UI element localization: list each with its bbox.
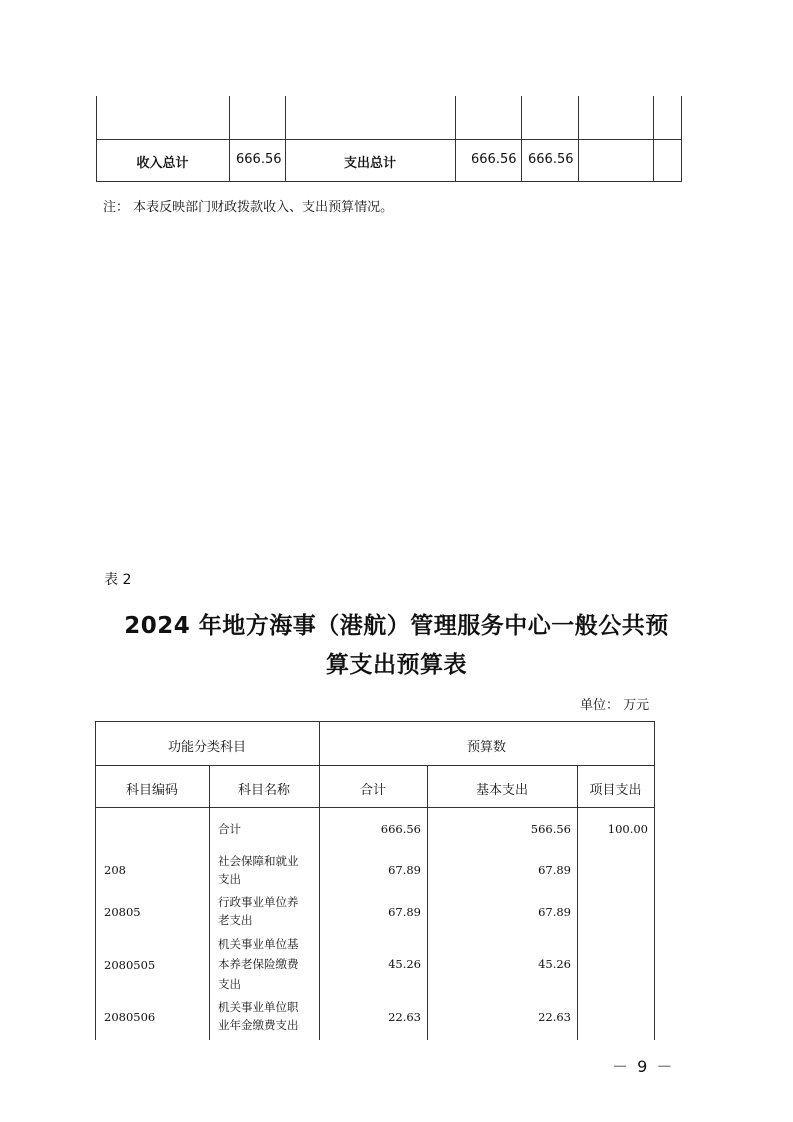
row-basic: 22.63 [538, 1010, 571, 1024]
row-name: 支出 [218, 872, 241, 886]
header-project-expenditure: 项目支出 [589, 783, 642, 798]
row-project: 100.00 [607, 822, 648, 836]
row-name: 合计 [218, 822, 241, 836]
header-function-classification: 功能分类科目 [167, 740, 246, 755]
table-note: 注： 本表反映部门财政拨款收入、支出预算情况。 [103, 200, 394, 215]
header-total: 合计 [359, 783, 386, 798]
page-number: － 9 － [612, 1057, 675, 1076]
header-basic-expenditure: 基本支出 [475, 783, 528, 798]
unit-label: 单位： 万元 [580, 698, 650, 713]
header-budget-amount: 预算数 [466, 740, 506, 755]
row-total: 45.26 [388, 957, 421, 971]
row-name: 社会保障和就业 [218, 854, 299, 868]
income-total-value: 666.56 [236, 152, 282, 167]
page-title: 2024 年地方海事（港航）管理服务中心一般公共预 [124, 613, 669, 639]
row-total: 67.89 [388, 905, 421, 919]
row-name: 行政事业单位养 [218, 895, 299, 909]
row-code: 20805 [104, 905, 141, 919]
income-total-label: 收入总计 [136, 156, 189, 171]
row-name: 本养老保险缴费 [218, 957, 299, 971]
row-total: 67.89 [388, 863, 421, 877]
row-code: 2080506 [104, 1010, 156, 1024]
row-total: 22.63 [388, 1010, 421, 1024]
expense-basic-total-value: 666.56 [528, 152, 574, 167]
row-code: 2080505 [104, 958, 156, 972]
expense-total-label: 支出总计 [343, 156, 396, 171]
page-title-continued: 算支出预算表 [326, 652, 467, 678]
header-subject-code: 科目编码 [125, 783, 178, 798]
row-total: 666.56 [380, 822, 421, 836]
row-name: 机关事业单位基 [218, 937, 299, 951]
row-name: 业年金缴费支出 [218, 1018, 299, 1032]
table-caption: 表 2 [104, 572, 132, 588]
row-basic: 67.89 [538, 863, 571, 877]
row-code: 208 [104, 863, 126, 877]
row-basic: 67.89 [538, 905, 571, 919]
row-name: 机关事业单位职 [218, 1000, 299, 1014]
row-name: 老支出 [218, 913, 253, 927]
row-basic: 566.56 [530, 822, 571, 836]
expense-total-value: 666.56 [471, 152, 517, 167]
row-name: 支出 [218, 977, 241, 991]
row-basic: 45.26 [538, 957, 571, 971]
header-subject-name: 科目名称 [237, 783, 290, 798]
